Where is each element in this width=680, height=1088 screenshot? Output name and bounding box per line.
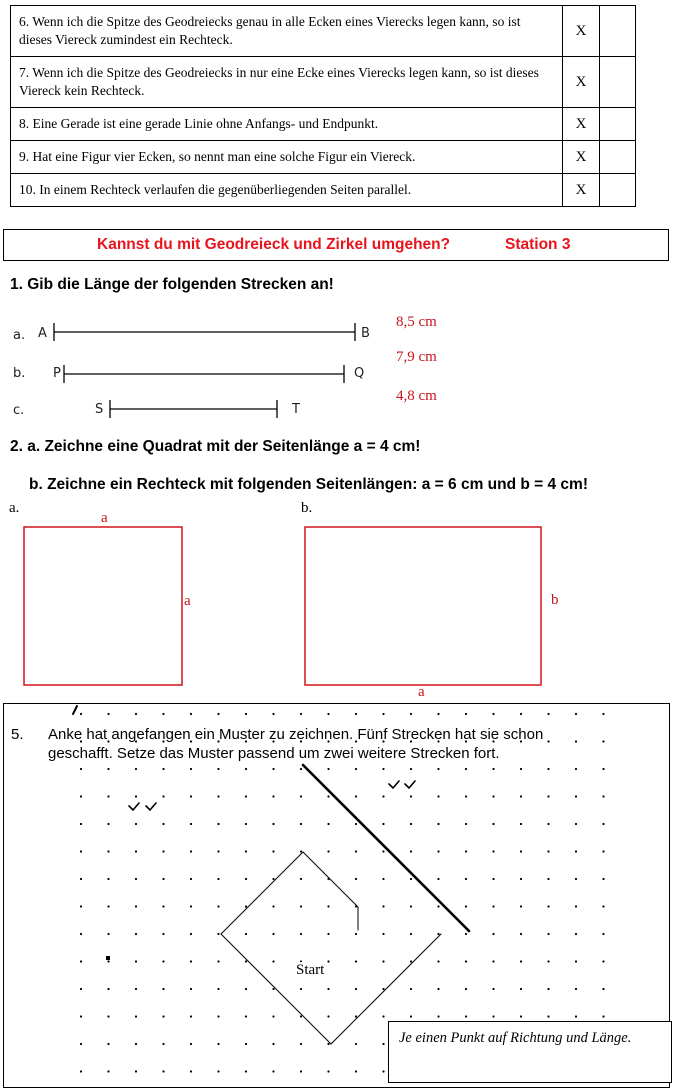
- grid-dot: [162, 713, 164, 715]
- segments-figure: [0, 310, 460, 425]
- grid-dot: [272, 988, 274, 990]
- grid-dot: [217, 905, 219, 907]
- grid-dot: [217, 878, 219, 880]
- statement-cell: 8. Eine Gerade ist eine gerade Linie ohne Anfangs- und Endpunkt.: [11, 108, 563, 141]
- grid-dot: [547, 905, 549, 907]
- grid-dot: [382, 988, 384, 990]
- grid-dot: [162, 850, 164, 852]
- grid-dot: [217, 713, 219, 715]
- answer-c: 4,8 cm: [396, 388, 437, 404]
- grid-dot: [382, 933, 384, 935]
- grid-dot: [465, 795, 467, 797]
- grid-dot: [135, 713, 137, 715]
- grid-dot: [492, 795, 494, 797]
- grid-dot: [355, 768, 357, 770]
- grid-dot: [575, 878, 577, 880]
- grid-dot: [245, 960, 247, 962]
- grid-dot: [107, 795, 109, 797]
- grid-dot: [272, 850, 274, 852]
- answer-a: 8,5 cm: [396, 314, 437, 330]
- grid-dot: [107, 823, 109, 825]
- grid-dot: [107, 1015, 109, 1017]
- grid-dot: [602, 960, 604, 962]
- grid-dot: [602, 850, 604, 852]
- grid-dot: [245, 1015, 247, 1017]
- grid-dot: [355, 823, 357, 825]
- grid-dot: [410, 988, 412, 990]
- grid-dot: [492, 823, 494, 825]
- grid-dot: [520, 960, 522, 962]
- grid-dot: [135, 905, 137, 907]
- grid-dot: [327, 823, 329, 825]
- grid-dot: [437, 850, 439, 852]
- grid-dot: [245, 768, 247, 770]
- mark-cell[interactable]: X: [563, 141, 600, 174]
- grid-dot: [190, 795, 192, 797]
- grid-dot: [382, 850, 384, 852]
- grid-dot: [355, 795, 357, 797]
- grid-dot: [547, 795, 549, 797]
- grid-dot: [190, 960, 192, 962]
- mark-cell[interactable]: X: [563, 57, 600, 108]
- station-title: Kannst du mit Geodreieck und Zirkel umgehen?: [97, 236, 451, 253]
- grid-dot: [520, 905, 522, 907]
- grid-dot: [547, 988, 549, 990]
- grid-dot: [575, 905, 577, 907]
- shapes-figure: [0, 520, 570, 690]
- grid-dot: [327, 713, 329, 715]
- grid-dot: [245, 823, 247, 825]
- grid-dot: [465, 823, 467, 825]
- grid-dot: [300, 878, 302, 880]
- grid-dot: [162, 905, 164, 907]
- grid-dot: [80, 713, 82, 715]
- grid-dot: [80, 933, 82, 935]
- empty-mark-cell[interactable]: [600, 57, 636, 108]
- grid-dot: [135, 1070, 137, 1072]
- grid-dot: [355, 850, 357, 852]
- grid-dot: [355, 713, 357, 715]
- grid-dot: [162, 960, 164, 962]
- grid-dot: [272, 878, 274, 880]
- grid-dot: [135, 988, 137, 990]
- grid-dot: [300, 1043, 302, 1045]
- grid-dot: [492, 713, 494, 715]
- square-side-right: a: [184, 593, 191, 609]
- grid-dot: [245, 988, 247, 990]
- grid-dot: [272, 1070, 274, 1072]
- grid-dot: [245, 795, 247, 797]
- grid-dot: [520, 768, 522, 770]
- grid-dot: [547, 933, 549, 935]
- rect-side-bottom: a: [418, 684, 425, 700]
- grid-dot: [107, 960, 109, 962]
- grid-dot: [602, 933, 604, 935]
- grid-dot: [602, 768, 604, 770]
- grid-dot: [245, 1043, 247, 1045]
- grid-dot: [300, 905, 302, 907]
- grid-dot: [602, 1015, 604, 1017]
- grid-dot: [410, 933, 412, 935]
- grid-dot: [602, 713, 604, 715]
- grid-dot: [355, 1015, 357, 1017]
- grid-dot: [465, 768, 467, 770]
- grid-dot: [162, 823, 164, 825]
- grid-dot: [382, 1043, 384, 1045]
- seg-a-end: B: [361, 326, 370, 341]
- grid-dot: [382, 1015, 384, 1017]
- grid-dot: [355, 878, 357, 880]
- table-row: [11, 108, 636, 141]
- answer-b: 7,9 cm: [396, 349, 437, 365]
- station-heading: [3, 229, 669, 261]
- statement-cell: 10. In einem Rechteck verlaufen die gegenüberliegenden Seiten parallel.: [11, 174, 563, 207]
- grid-dot: [575, 850, 577, 852]
- grid-dot: [575, 713, 577, 715]
- grid-dot: [162, 1043, 164, 1045]
- grid-dot: [520, 823, 522, 825]
- grid-dot: [80, 988, 82, 990]
- grid-dot: [575, 988, 577, 990]
- grid-dot: [190, 1043, 192, 1045]
- statement-cell: 6. Wenn ich die Spitze des Geodreiecks genau in alle Ecken eines Vierecks legen kann, so ist dieses Viereck zumindest ein Rechteck.: [11, 6, 563, 57]
- grid-dot: [602, 988, 604, 990]
- grid-dot: [190, 878, 192, 880]
- table-row: [11, 6, 636, 57]
- grid-dot: [465, 1015, 467, 1017]
- task5-text: Anke hat angefangen ein Muster zu zeichnen. Fünf Strecken hat sie schon geschafft. Setze das Muster passend um zwei weitere Strecken fort.: [48, 726, 544, 762]
- grid-dot: [492, 905, 494, 907]
- grid-dot: [492, 933, 494, 935]
- table-row: [11, 57, 636, 108]
- grid-dot: [520, 933, 522, 935]
- rect-side-right: b: [551, 592, 559, 608]
- square-shape: [24, 527, 182, 685]
- grid-dot: [492, 988, 494, 990]
- grid-dot: [162, 933, 164, 935]
- grid-dot: [437, 1015, 439, 1017]
- grid-dot: [547, 768, 549, 770]
- grid-dot: [135, 960, 137, 962]
- grid-dot: [602, 823, 604, 825]
- grid-dot: [437, 878, 439, 880]
- grid-dot: [410, 960, 412, 962]
- grid-dot: [300, 1070, 302, 1072]
- grid-dot: [547, 878, 549, 880]
- grid-dot: [107, 878, 109, 880]
- grid-dot: [520, 795, 522, 797]
- grid-dot: [300, 823, 302, 825]
- grid-dot: [272, 713, 274, 715]
- grid-dot: [107, 768, 109, 770]
- statement-cell: 7. Wenn ich die Spitze des Geodreiecks in nur eine Ecke eines Vierecks legen kann, so ist dieses Viereck kein Rechteck.: [11, 57, 563, 108]
- square-side-top: a: [101, 510, 108, 526]
- grid-dot: [602, 878, 604, 880]
- grid-dot: [245, 713, 247, 715]
- start-label: Start: [296, 962, 325, 978]
- grid-dot: [465, 988, 467, 990]
- check-marks: [129, 781, 415, 810]
- grid-dot: [327, 1070, 329, 1072]
- grid-dot: [190, 713, 192, 715]
- grid-dot: [382, 878, 384, 880]
- grid-dot: [272, 823, 274, 825]
- grid-dot: [190, 988, 192, 990]
- grid-dot: [327, 1043, 329, 1045]
- grid-dot: [575, 1015, 577, 1017]
- grid-dot: [135, 878, 137, 880]
- grid-dot: [217, 795, 219, 797]
- grid-dot: [602, 795, 604, 797]
- grid-dot: [135, 850, 137, 852]
- grid-dot: [80, 850, 82, 852]
- grid-dot: [355, 960, 357, 962]
- grid-dot: [575, 960, 577, 962]
- true-false-table: [10, 5, 636, 207]
- grid-dot: [300, 988, 302, 990]
- grid-dot: [107, 713, 109, 715]
- seg-b-end: Q: [354, 366, 365, 381]
- grid-dot: [272, 960, 274, 962]
- grid-dot: [327, 850, 329, 852]
- grid-dot: [245, 905, 247, 907]
- grid-dot: [300, 713, 302, 715]
- grid-dot: [272, 933, 274, 935]
- seg-c-start: S: [95, 402, 104, 417]
- grid-dot: [382, 905, 384, 907]
- grid-dot: [355, 933, 357, 935]
- grid-dot: [465, 713, 467, 715]
- grid-dot: [217, 823, 219, 825]
- grid-dot: [492, 768, 494, 770]
- grid-dot: [107, 850, 109, 852]
- grid-dot: [410, 850, 412, 852]
- task5-number: 5.: [11, 726, 24, 743]
- grid-dot: [382, 713, 384, 715]
- grid-dot: [80, 1070, 82, 1072]
- grid-dot: [107, 988, 109, 990]
- grid-dot: [162, 1015, 164, 1017]
- grid-dot: [575, 933, 577, 935]
- grid-dot: [437, 768, 439, 770]
- grid-dot: [135, 795, 137, 797]
- rectangle-shape: [305, 527, 541, 685]
- grid-dot: [217, 988, 219, 990]
- grid-dot: [465, 850, 467, 852]
- grid-dot: [135, 1043, 137, 1045]
- grid-dot: [355, 1043, 357, 1045]
- task1-title: 1. Gib die Länge der folgenden Strecken an!: [10, 276, 334, 293]
- grid-dot: [410, 1015, 412, 1017]
- grid-dot: [80, 823, 82, 825]
- grid-dot: [575, 795, 577, 797]
- grid-dot: [162, 988, 164, 990]
- grid-dot: [547, 713, 549, 715]
- grid-dot: [135, 768, 137, 770]
- grid-dot: [492, 1015, 494, 1017]
- grid-dot: [410, 823, 412, 825]
- dot-marker: [106, 956, 110, 960]
- grid-dot: [492, 850, 494, 852]
- grid-dot: [190, 823, 192, 825]
- station-label: Station 3: [505, 236, 571, 253]
- grid-dot: [300, 768, 302, 770]
- grid-dot: [437, 713, 439, 715]
- hint-note: Je einen Punkt auf Richtung und Länge.: [388, 1021, 672, 1083]
- grid-dot: [80, 960, 82, 962]
- grid-dot: [217, 850, 219, 852]
- empty-mark-cell[interactable]: [600, 108, 636, 141]
- grid-dot: [300, 850, 302, 852]
- mark-cell[interactable]: X: [563, 108, 600, 141]
- grid-dot: [190, 850, 192, 852]
- grid-dot: [272, 768, 274, 770]
- grid-dot: [272, 1043, 274, 1045]
- empty-mark-cell[interactable]: [600, 141, 636, 174]
- grid-dot: [410, 795, 412, 797]
- grid-dot: [327, 988, 329, 990]
- grid-dot: [355, 1070, 357, 1072]
- grid-dot: [547, 823, 549, 825]
- grid-dot: [547, 960, 549, 962]
- grid-dot: [245, 850, 247, 852]
- grid-dot: [410, 878, 412, 880]
- mark-cell[interactable]: X: [563, 174, 600, 207]
- grid-dot: [80, 1015, 82, 1017]
- grid-dot: [80, 878, 82, 880]
- task2-title-a: 2. a. Zeichne eine Quadrat mit der Seitenlänge a = 4 cm!: [10, 438, 421, 455]
- grid-dot: [245, 878, 247, 880]
- grid-dot: [162, 878, 164, 880]
- grid-dot: [272, 1015, 274, 1017]
- grid-dot: [465, 905, 467, 907]
- grid-dot: [135, 933, 137, 935]
- grid-dot: [410, 905, 412, 907]
- grid-dot: [217, 768, 219, 770]
- grid-dot: [437, 823, 439, 825]
- statement-cell: 9. Hat eine Figur vier Ecken, so nennt man eine solche Figur ein Viereck.: [11, 141, 563, 174]
- grid-dot: [520, 988, 522, 990]
- grid-dot: [327, 905, 329, 907]
- seg-a-label: a.: [13, 328, 26, 343]
- grid-dot: [382, 823, 384, 825]
- grid-dot: [327, 960, 329, 962]
- grid-dot: [245, 1070, 247, 1072]
- grid-dot: [217, 1070, 219, 1072]
- grid-dot: [327, 768, 329, 770]
- grid-dot: [327, 933, 329, 935]
- grid-dot: [437, 960, 439, 962]
- grid-dot: [437, 988, 439, 990]
- grid-dot: [162, 1070, 164, 1072]
- grid-dot: [217, 933, 219, 935]
- seg-a-start: A: [38, 326, 47, 341]
- empty-mark-cell[interactable]: [600, 174, 636, 207]
- seg-b-start: P: [53, 366, 61, 381]
- table-row: [11, 141, 636, 174]
- grid-dot: [135, 1015, 137, 1017]
- task2-title-b: b. Zeichne ein Rechteck mit folgenden Seitenlängen: a = 6 cm und b = 4 cm!: [29, 476, 588, 493]
- table-row: [11, 174, 636, 207]
- grid-dot: [300, 933, 302, 935]
- grid-dot: [520, 878, 522, 880]
- grid-dot: [492, 878, 494, 880]
- grid-dot: [437, 795, 439, 797]
- grid-dot: [80, 905, 82, 907]
- grid-dot: [410, 768, 412, 770]
- grid-dot: [575, 823, 577, 825]
- mark-cell[interactable]: X: [563, 6, 600, 57]
- grid-dot: [382, 1070, 384, 1072]
- grid-dot: [190, 768, 192, 770]
- grid-dot: [190, 933, 192, 935]
- grid-dot: [107, 933, 109, 935]
- grid-dot: [437, 905, 439, 907]
- grid-dot: [575, 768, 577, 770]
- grid-dot: [107, 1070, 109, 1072]
- grid-dot: [80, 795, 82, 797]
- grid-dot: [355, 988, 357, 990]
- grid-dot: [382, 960, 384, 962]
- grid-dot: [162, 768, 164, 770]
- pen-mark: [73, 706, 77, 714]
- seg-b-label: b.: [13, 366, 26, 381]
- grid-dot: [410, 713, 412, 715]
- grid-dot: [465, 960, 467, 962]
- grid-dot: [80, 768, 82, 770]
- grid-dot: [520, 1015, 522, 1017]
- grid-dot: [190, 1070, 192, 1072]
- grid-dot: [547, 1015, 549, 1017]
- grid-dot: [272, 795, 274, 797]
- seg-c-label: c.: [13, 403, 25, 418]
- grid-dot: [520, 713, 522, 715]
- grid-dot: [245, 933, 247, 935]
- grid-dot: [107, 905, 109, 907]
- grid-dot: [300, 795, 302, 797]
- grid-dot: [327, 1015, 329, 1017]
- grid-dot: [465, 878, 467, 880]
- grid-dot: [602, 905, 604, 907]
- part-b-label: b.: [301, 500, 313, 516]
- seg-c-end: T: [292, 402, 300, 417]
- grid-dot: [437, 933, 439, 935]
- grid-dot: [80, 1043, 82, 1045]
- spiral-pattern: [221, 852, 441, 1044]
- grid-dot: [162, 795, 164, 797]
- grid-dot: [382, 795, 384, 797]
- empty-mark-cell[interactable]: [600, 6, 636, 57]
- part-a-label: a.: [9, 500, 20, 516]
- grid-dot: [547, 850, 549, 852]
- grid-dot: [327, 795, 329, 797]
- grid-dot: [520, 850, 522, 852]
- grid-dot: [107, 1043, 109, 1045]
- grid-dot: [272, 905, 274, 907]
- grid-dot: [217, 1015, 219, 1017]
- grid-dot: [190, 1015, 192, 1017]
- grid-dot: [135, 823, 137, 825]
- grid-dot: [217, 1043, 219, 1045]
- grid-dot: [217, 960, 219, 962]
- grid-dot: [492, 960, 494, 962]
- grid-dot: [465, 933, 467, 935]
- grid-dot: [190, 905, 192, 907]
- grid-dot: [300, 1015, 302, 1017]
- grid-dot: [382, 768, 384, 770]
